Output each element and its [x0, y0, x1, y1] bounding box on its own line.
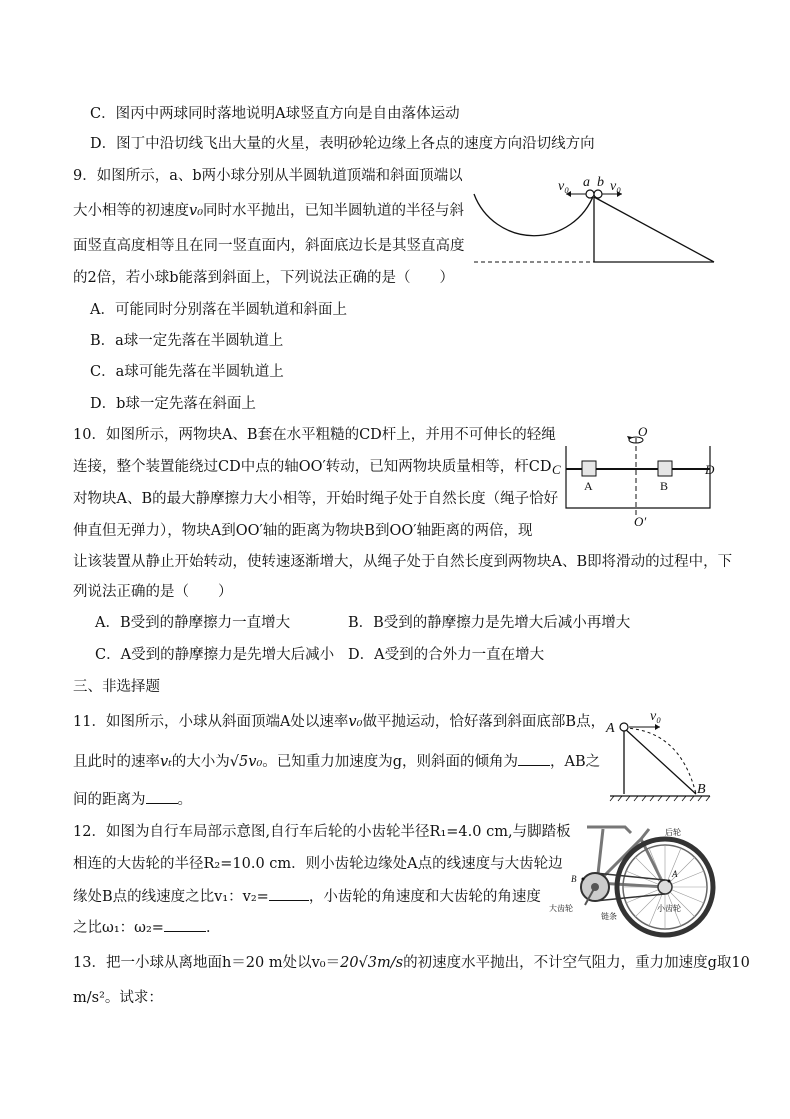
- label-a: A: [584, 479, 593, 493]
- q12-figure: [545, 815, 725, 940]
- q13-stem-line2: m/s²。试求：: [73, 990, 163, 1006]
- label-a: a: [583, 175, 590, 190]
- label-o-prime: O′: [634, 514, 647, 529]
- q9-stem-line2: 大小相等的初速度v₀同时水平抛出，已知半圆轨道的半径与斜: [73, 203, 465, 219]
- q10-figure: [548, 424, 718, 529]
- frame: [566, 446, 710, 508]
- q11-sqrt5v0: √5v₀: [229, 754, 263, 770]
- point-a: [668, 880, 671, 883]
- q12-angular-ratio-blank[interactable]: [164, 917, 206, 932]
- q10-option-c: C．A受到的静摩擦力是先增大后减小: [95, 647, 335, 663]
- label-d: D: [705, 462, 715, 477]
- label-rear-wheel: 后轮: [665, 828, 681, 837]
- q12-speed-ratio-blank[interactable]: [269, 886, 309, 901]
- q11-angle-blank[interactable]: [518, 751, 550, 766]
- semicircle-track: [474, 194, 594, 236]
- q10-option-a: A．B受到的静摩擦力一直增大: [95, 615, 291, 631]
- q12-stem-line1: 12．如图为自行车局部示意图,自行车后轮的小齿轮半径R₁=4.0 cm,与脚踏板: [73, 824, 571, 840]
- label-chain: 链条: [601, 912, 617, 921]
- q10-stem-line2: 连接，整个装置能绕过CD中点的轴OO′转动，已知两物块质量相等，杆CD: [73, 459, 552, 475]
- section-heading: 三、非选择题: [73, 679, 160, 695]
- incline-slope: [594, 197, 714, 262]
- label-small-gear: 小齿轮: [657, 904, 681, 913]
- q9-figure: [466, 168, 721, 268]
- q9-v0: v₀: [189, 203, 204, 219]
- q11-vt: vₜ: [160, 754, 172, 770]
- label-b: B: [660, 479, 669, 493]
- ball-b: [594, 190, 602, 198]
- q11-figure: [602, 706, 720, 802]
- q10-option-d: D．A受到的合外力一直在增大: [348, 647, 545, 663]
- label-b: B: [697, 782, 706, 797]
- q13-v0-value: 20√3m/s: [340, 955, 404, 971]
- q8-option-c: C．图丙中两球同时落地说明A球竖直方向是自由落体运动: [90, 106, 460, 122]
- q12-stem-line3: 缘处B点的线速度之比v₁：v₂= ，小齿轮的角速度和大齿轮的角速度: [73, 886, 541, 907]
- q9-option-d: D．b球一定先落在斜面上: [90, 396, 256, 412]
- velocity-arrow-head: [655, 724, 660, 730]
- label-o: O: [638, 424, 648, 439]
- q13-stem-line1: 13．把一小球从离地面h＝20 m处以v₀＝20√3m/s的初速度水平抛出，不计空气阻力，重力加速度g取10: [73, 955, 750, 971]
- q11-stem-line1: 11．如图所示，小球从斜面顶端A处以速率v₀做平抛运动，恰好落到斜面底部B点，: [73, 714, 606, 730]
- q11-stem-line2: 且此时的速率vₜ的大小为√5v₀。已知重力加速度为g，则斜面的倾角为 ，AB之: [73, 751, 600, 772]
- q10-stem-line5: 让该装置从静止开始转动，使转速逐渐增大，从绳子处于自然长度到两物块A、B即将滑动的过程中，下: [73, 554, 733, 570]
- ground-hatch: [610, 796, 710, 801]
- point-b: [582, 878, 585, 881]
- q9-stem-line4: 的2倍，若小球b能落到斜面上，下列说法正确的是（ ）: [73, 270, 455, 286]
- q9-option-c: C．a球可能先落在半圆轨道上: [90, 364, 284, 380]
- q8-option-d: D．图丁中沿切线飞出大量的火星，表明砂轮边缘上各点的速度方向沿切线方向: [90, 136, 595, 152]
- q10-option-b: B．B受到的静摩擦力是先增大后减小再增大: [348, 615, 631, 631]
- q10-stem-line1: 10．如图所示，两物块A、B套在水平粗糙的CD杆上，并用不可伸长的轻绳: [73, 427, 556, 443]
- label-v0: v₀: [650, 709, 662, 724]
- label-a: A: [606, 721, 615, 736]
- q9-stem-line1: 9．如图所示，a、b两小球分别从半圆轨道顶端和斜面顶端以: [73, 168, 463, 184]
- q10-stem-line6: 列说法正确的是（ ）: [73, 584, 233, 600]
- label-v0-right: v₀: [610, 179, 622, 194]
- q9-stem-line3: 面竖直高度相等且在同一竖直面内，斜面底边长是其竖直高度: [73, 238, 465, 254]
- label-big-gear: 大齿轮: [549, 904, 573, 913]
- q10-stem-line3: 对物块A、B的最大静摩擦力大小相等，开始时绳子处于自然长度（绳子恰好: [73, 491, 559, 507]
- q12-stem-line2: 相连的大齿轮的半径R₂=10.0 cm．则小齿轮边缘处A点的线速度与大齿轮边: [73, 856, 563, 872]
- label-c: C: [552, 462, 561, 477]
- ball: [620, 723, 628, 731]
- q9-option-b: B．a球一定先落在半圆轨道上: [90, 333, 284, 349]
- label-b: b: [597, 175, 604, 190]
- q11-stem-line3: 间的距离为 。: [73, 789, 192, 810]
- ball-a: [586, 190, 594, 198]
- q12-stem-line4: 之比ω₁：ω₂= ．: [73, 917, 220, 938]
- label-v0-left: v₀: [558, 179, 570, 194]
- q10-stem-line4: 伸直但无弹力），物块A到OO′轴的距离为物块B到OO′轴距离的两倍，现: [73, 523, 533, 539]
- q11-distance-blank[interactable]: [146, 789, 178, 804]
- block-b: [658, 461, 672, 476]
- q9-option-a: A．可能同时分别落在半圆轨道和斜面上: [90, 302, 347, 318]
- label-b: B: [571, 874, 577, 884]
- label-a: A: [672, 869, 678, 879]
- q11-v0: v₀: [348, 714, 363, 730]
- block-a: [582, 461, 596, 476]
